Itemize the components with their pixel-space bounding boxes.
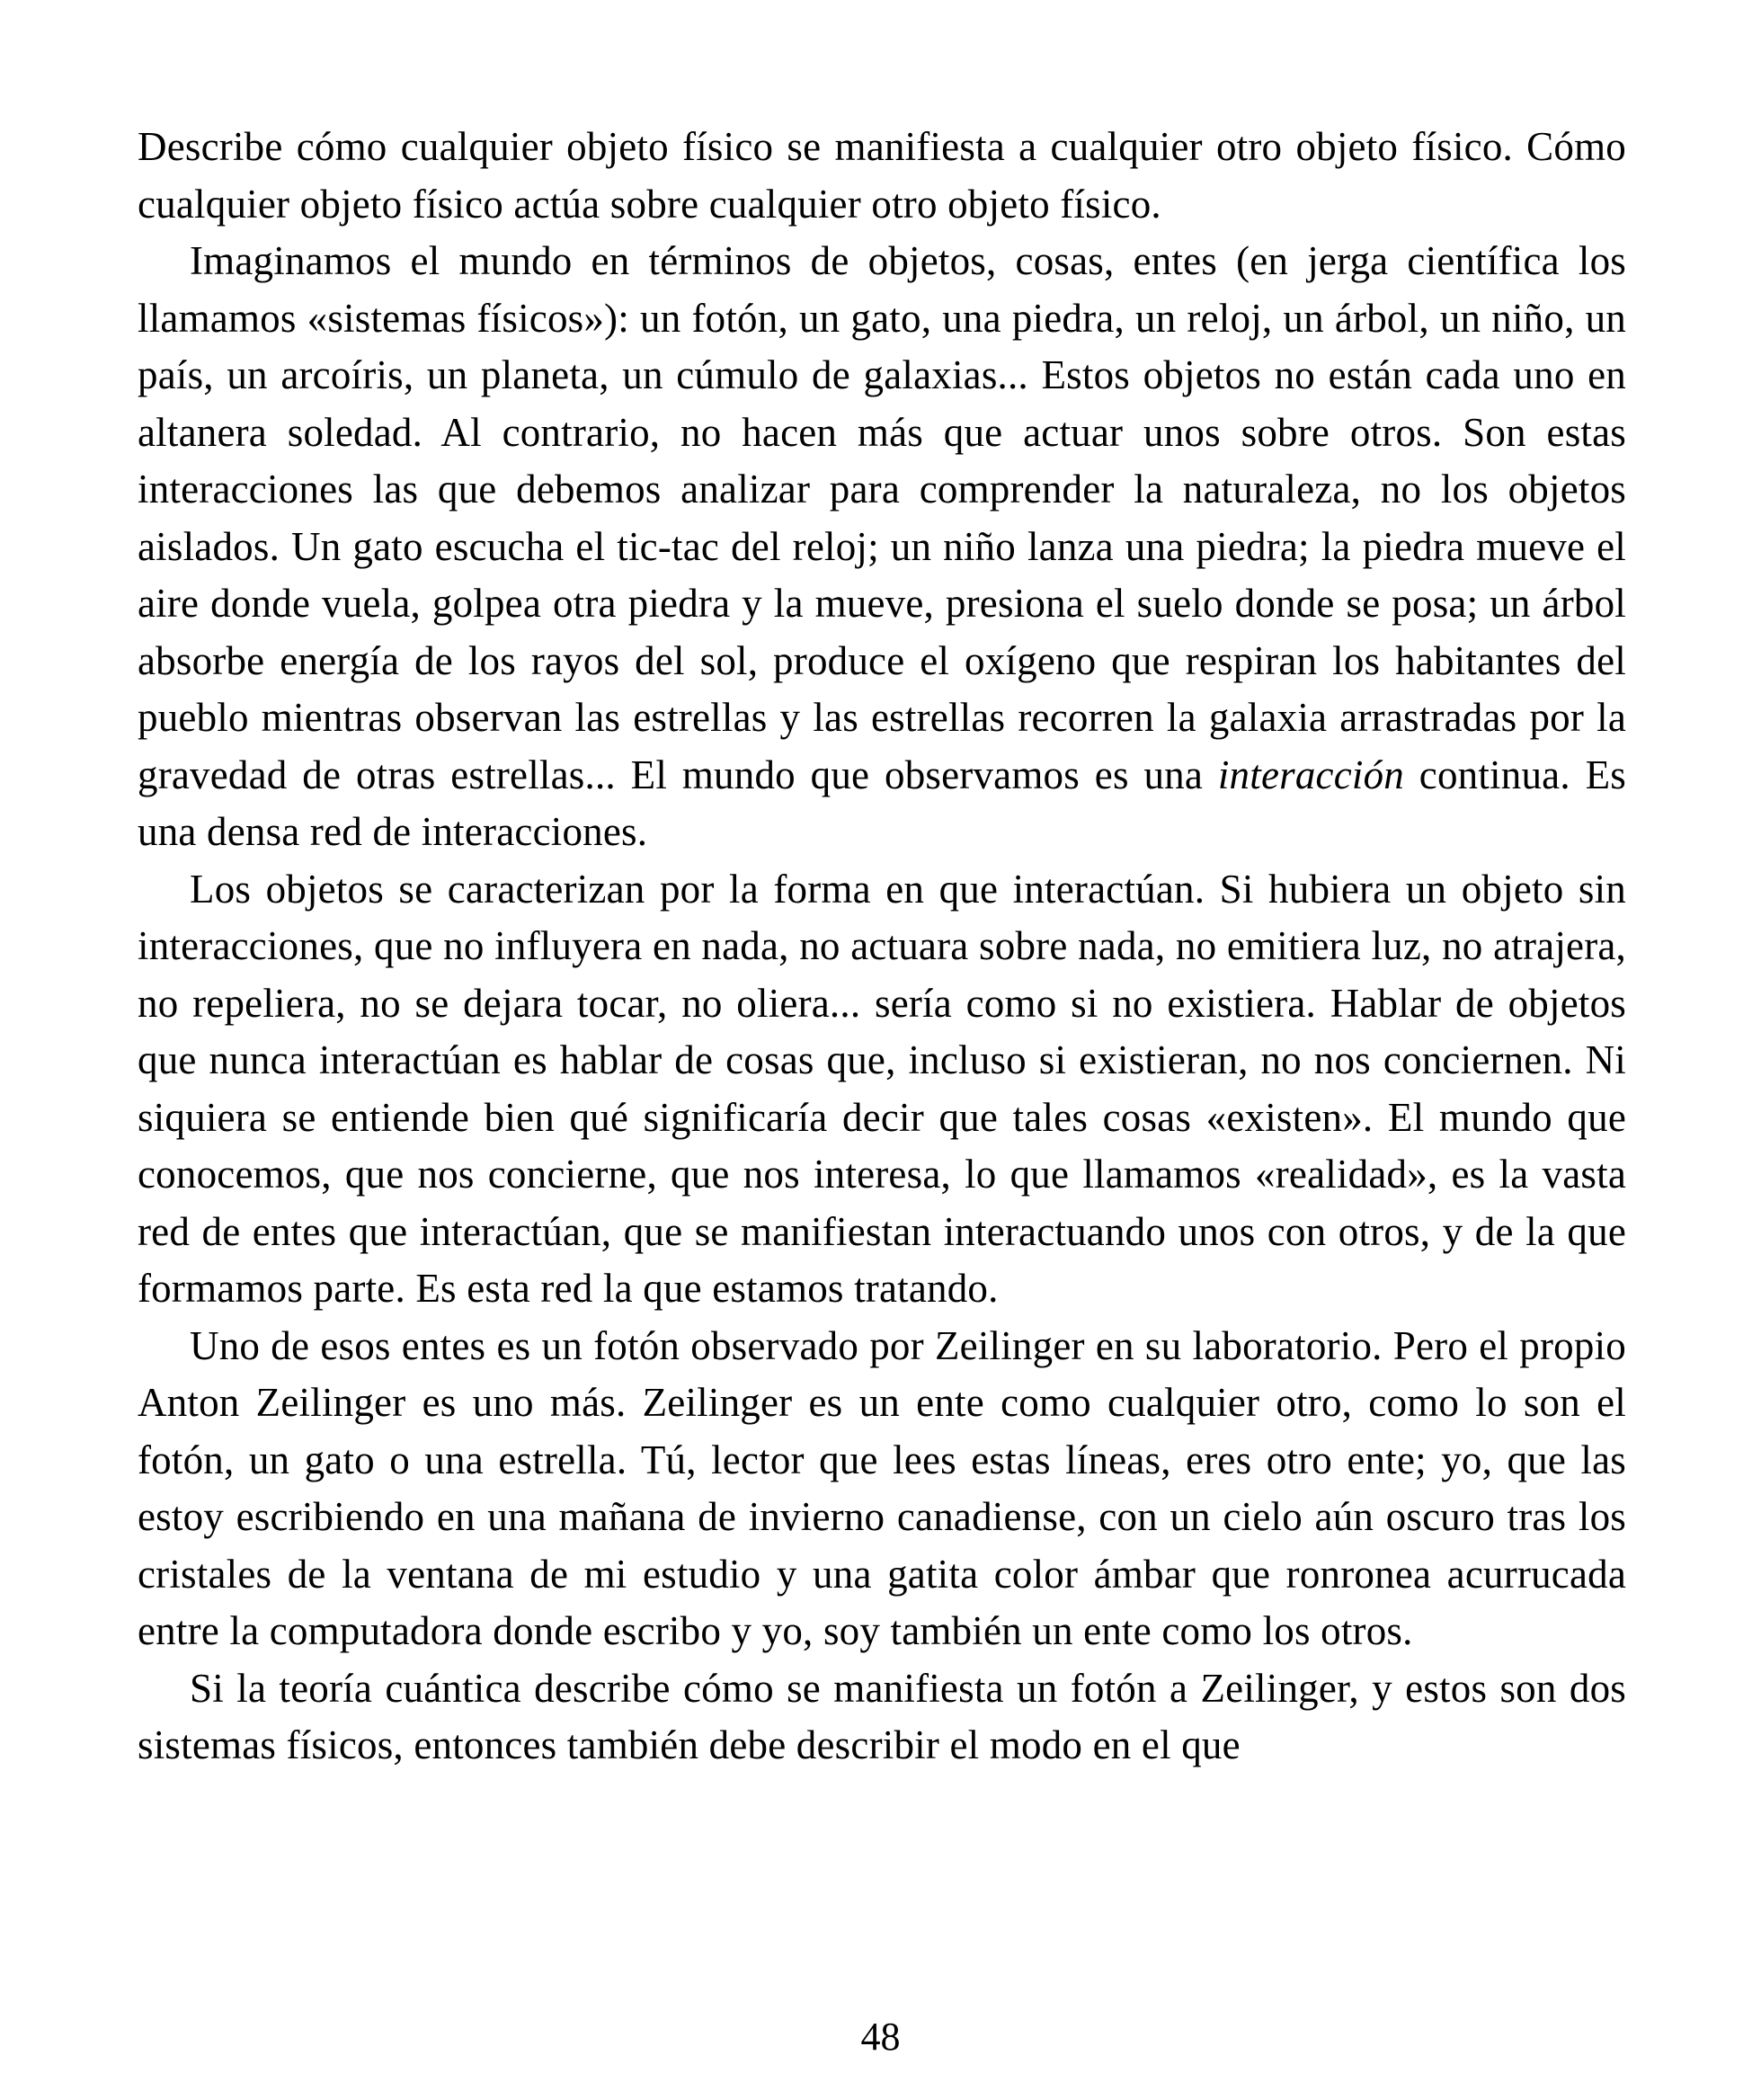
text-run: Uno de esos entes es un fotón observado por Zeilinger en su laboratorio. Pero el propio Anton Zeilinger es uno más. Zeilinger es un ente como cualquier otro, como lo son el fotón, un gato o una estrella. Tú, lector que lees estas líneas, eres otro ente; yo, que las estoy escribiendo en una mañana de invierno canadiense, con un cielo aún oscuro tras los cristales de la ventana de mi estudio y una gatita color ámbar que ronronea acurrucada entre la computadora donde escribo y yo, soy también un ente como los otros.: [138, 1322, 1626, 1653]
text-run: Los objetos se caracterizan por la forma en que interactúan. Si hubiera un objeto sin interacciones, que no influyera en nada, no actuara sobre nada, no emitiera luz, no atrajera, no repeliera, no se dejara tocar, no oliera... sería como si no existiera. Hablar de objetos que nunca interactúan es hablar de cosas que, incluso si existieran, no nos conciernen. Ni siquiera se entiende bien qué significaría decir que tales cosas «existen». El mundo que conocemos, que nos concierne, que nos interesa, lo que llamamos «realidad», es la vasta red de entes que interactúan, que se manifiestan interactuando unos con otros, y de la que formamos parte. Es esta red la que estamos tratando.: [138, 866, 1626, 1311]
text-run: Si la teoría cuántica describe cómo se manifiesta un fotón a Zeilinger, y estos son dos sistemas físicos, entonces también debe describir el modo en el que: [138, 1665, 1626, 1767]
paragraph: [138, 1318, 1626, 1660]
italic-text-run: interacción: [1217, 752, 1404, 797]
paragraph: [138, 861, 1626, 1318]
paragraph: [138, 1660, 1626, 1775]
paragraph: [138, 119, 1626, 233]
text-block: [138, 119, 1626, 1775]
text-run: continua. Es una densa red de interacciones.: [138, 752, 1626, 854]
text-run: Describe cómo cualquier objeto físico se manifiesta a cualquier otro objeto físico. Cómo cualquier objeto físico actúa sobre cualquier otro objeto físico.: [138, 124, 1626, 227]
page-number: 48: [860, 2015, 901, 2059]
paragraph: [138, 233, 1626, 861]
text-run: Imaginamos el mundo en términos de objetos, cosas, entes (en jerga científica los llamamos «sistemas físicos»): un fotón, un gato, una piedra, un reloj, un árbol, un niño, un país, un arcoíris, un planeta, un cúmulo de galaxias... Estos objetos no están cada uno en altanera soledad. Al contrario, no hacen más que actuar unos sobre otros. Son estas interacciones las que debemos analizar para comprender la naturaleza, no los objetos aislados. Un gato escucha el tic-tac del reloj; un niño lanza una piedra; la piedra mueve el aire donde vuela, golpea otra piedra y la mueve, presiona el suelo donde se posa; un árbol absorbe energía de los rayos del sol, produce el oxígeno que respiran los habitantes del pueblo mientras observan las estrellas y las estrellas recorren la galaxia arrastradas por la gravedad de otras estrellas... El mundo que observamos es una: [138, 238, 1626, 797]
